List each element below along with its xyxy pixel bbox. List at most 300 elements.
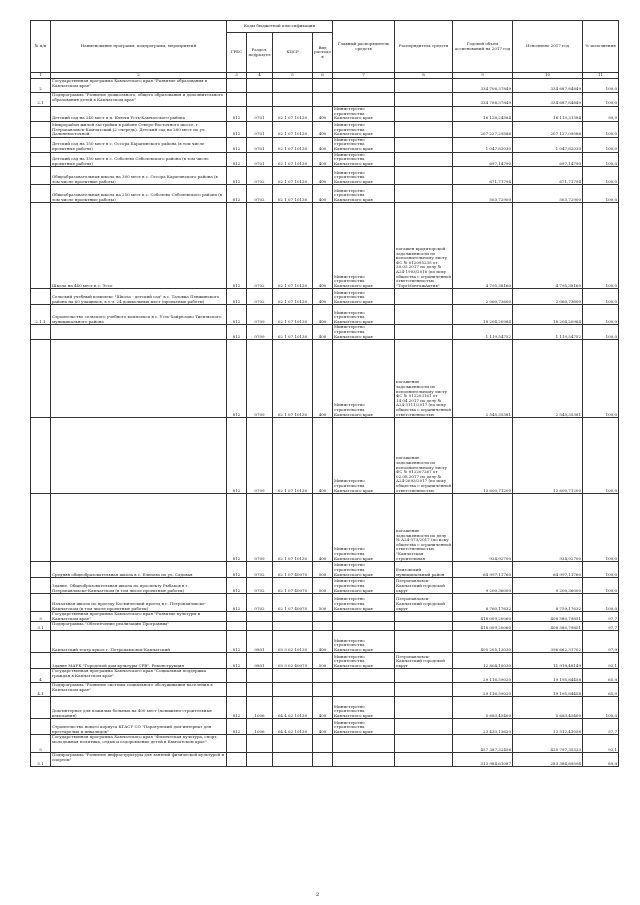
cell-no: 4.1 bbox=[31, 683, 51, 697]
cell-grbs: 812 bbox=[227, 697, 247, 719]
cell-grbs bbox=[227, 93, 247, 107]
cell-no bbox=[31, 697, 51, 719]
cell-main: Министерство строительства Камчатского края bbox=[333, 107, 395, 122]
cell-pct: 100,0 bbox=[583, 305, 619, 325]
cell-vr: 400 bbox=[313, 325, 333, 340]
cell-no bbox=[31, 494, 51, 562]
cell-rz bbox=[247, 753, 273, 767]
cell-rec bbox=[395, 719, 453, 735]
cell-main: Министерство строительства Камчатского края bbox=[333, 562, 395, 578]
cell-rec: погашение задолженности по делу № А24-573/2017 (по иску общества с ограниченной ответственностью "Камчатская строительная bbox=[395, 494, 453, 562]
cell-pct: 100,0 bbox=[583, 79, 619, 93]
cell-pct: 100,0 bbox=[583, 325, 619, 340]
cell-grbs: 812 bbox=[227, 152, 247, 167]
cell-fact: 396 662,31702 bbox=[513, 631, 583, 653]
cell-pct: 100,0 bbox=[583, 121, 619, 137]
cell-rz: 0701 bbox=[247, 121, 273, 137]
col-recipient-header: Распорядитель средств bbox=[395, 21, 453, 73]
table-row bbox=[31, 289, 619, 305]
table-row bbox=[31, 185, 619, 203]
table-row bbox=[31, 622, 619, 631]
cell-name: Начальная школа по проезду Космический проезд в г. Петропавловске-Камчатском (в том числе проектные работы) bbox=[51, 594, 227, 612]
cell-pct: 99,9 bbox=[583, 107, 619, 122]
cell-grbs bbox=[227, 622, 247, 631]
cell-ksr: 02 1 07 10130 bbox=[273, 340, 313, 418]
cell-no bbox=[31, 653, 51, 669]
cell-grbs: 812 bbox=[227, 305, 247, 325]
cell-vr bbox=[313, 753, 333, 767]
cell-main bbox=[333, 622, 395, 631]
cell-plan: 2 060,73600 bbox=[453, 289, 513, 305]
cell-name: Школа на 440 мест в с. Эссо bbox=[51, 203, 227, 289]
cell-pct: 97,7 bbox=[583, 622, 619, 631]
cell-main: Министерство строительства Камчатского края bbox=[333, 494, 395, 562]
cell-rec bbox=[395, 167, 453, 185]
colnum: 7 bbox=[333, 73, 395, 79]
colnum: 8 bbox=[395, 73, 453, 79]
cell-grbs: 812 bbox=[227, 631, 247, 653]
cell-name bbox=[51, 340, 227, 418]
cell-vr: 500 bbox=[313, 594, 333, 612]
cell-pct: 100,0 bbox=[583, 494, 619, 562]
cell-fact: 934,92700 bbox=[513, 494, 583, 562]
cell-plan: 334 706,37849 bbox=[453, 93, 513, 107]
cell-fact: 8 759,17632 bbox=[513, 594, 583, 612]
cell-plan: 1 119,54752 bbox=[453, 325, 513, 340]
cell-main: Министерство строительства Камчатского края bbox=[333, 325, 395, 340]
cell-vr: 400 bbox=[313, 167, 333, 185]
cell-fact: 697,14790 bbox=[513, 152, 583, 167]
cell-no bbox=[31, 594, 51, 612]
cell-rz bbox=[247, 79, 273, 93]
cell-pct: 100,0 bbox=[583, 697, 619, 719]
table-row bbox=[31, 137, 619, 152]
cell-rec bbox=[395, 631, 453, 653]
cell-rz bbox=[247, 669, 273, 683]
table-body bbox=[31, 79, 619, 767]
table-row bbox=[31, 340, 619, 418]
colnum: 6 bbox=[313, 73, 333, 79]
cell-pct: 65,9 bbox=[583, 669, 619, 683]
cell-name: Камчатский театр кукол г. Петропавловск-Камчатский bbox=[51, 631, 227, 653]
col-vr-header: Вид расходов bbox=[313, 33, 333, 73]
cell-rz: 0709 bbox=[247, 494, 273, 562]
cell-plan: 207 227,29586 bbox=[453, 121, 513, 137]
cell-name: Государственная программа Камчатского края "Развитие культуры в Камчатском крае" bbox=[51, 612, 227, 622]
col-razdel-header: Раздел, подраздел bbox=[247, 33, 273, 73]
cell-rz bbox=[247, 622, 273, 631]
cell-no: 2 bbox=[31, 79, 51, 93]
cell-ksr bbox=[273, 683, 313, 697]
cell-grbs: 812 bbox=[227, 719, 247, 735]
cell-grbs bbox=[227, 612, 247, 622]
cell-no bbox=[31, 719, 51, 735]
cell-rz: 0701 bbox=[247, 152, 273, 167]
cell-pct: 100,0 bbox=[583, 594, 619, 612]
cell-name: Общеобразовательная школа на 300 мест в с. Оссора Карагинского района (в том числе проектные работы) bbox=[51, 167, 227, 185]
cell-ksr bbox=[273, 735, 313, 753]
col-no-header: № п/п bbox=[31, 21, 51, 73]
cell-vr: 400 bbox=[313, 137, 333, 152]
cell-no: 3.1 bbox=[31, 622, 51, 631]
cell-main bbox=[333, 93, 395, 107]
cell-vr: 400 bbox=[313, 121, 333, 137]
cell-pct: 97,9 bbox=[583, 631, 619, 653]
cell-no bbox=[31, 578, 51, 594]
cell-pct: 100,0 bbox=[583, 418, 619, 494]
cell-plan: 18 204,20984 bbox=[453, 305, 513, 325]
cell-plan: 4 795,38160 bbox=[453, 203, 513, 289]
cell-rec: погашение задолженности по исполнительному листу ФС № 012207267 от 02.08.2017 по делу № А24-2693/2017 (по иску общества с ограниченной ответственностью bbox=[395, 418, 453, 494]
cell-no bbox=[31, 289, 51, 305]
cell-main: Министерство строительства Камчатского края bbox=[333, 719, 395, 735]
table-row bbox=[31, 612, 619, 622]
cell-rec bbox=[395, 697, 453, 719]
table-row bbox=[31, 683, 619, 697]
cell-main: Министерство строительства Камчатского края bbox=[333, 418, 395, 494]
cell-pct: 97,7 bbox=[583, 612, 619, 622]
cell-plan: 671,71794 bbox=[453, 167, 513, 185]
cell-plan: 23 433,13620 bbox=[453, 719, 513, 735]
cell-grbs bbox=[227, 669, 247, 683]
table-row bbox=[31, 719, 619, 735]
cell-ksr: 04 4 02 10130 bbox=[273, 697, 313, 719]
cell-vr: 500 bbox=[313, 653, 333, 669]
cell-grbs bbox=[227, 79, 247, 93]
cell-no bbox=[31, 562, 51, 578]
cell-rec bbox=[395, 669, 453, 683]
cell-plan: 503,72900 bbox=[453, 185, 513, 203]
cell-rz bbox=[247, 612, 273, 622]
table-row bbox=[31, 594, 619, 612]
cell-main: Министерство строительства Камчатского края bbox=[333, 697, 395, 719]
cell-main: Министерство строительства Камчатского края bbox=[333, 340, 395, 418]
cell-rz bbox=[247, 93, 273, 107]
cell-vr bbox=[313, 93, 333, 107]
cell-no bbox=[31, 631, 51, 653]
cell-rz: 0702 bbox=[247, 167, 273, 185]
cell-rec bbox=[395, 622, 453, 631]
cell-plan: 457 387,32456 bbox=[453, 735, 513, 753]
cell-fact: 1 119,54752 bbox=[513, 325, 583, 340]
cell-vr bbox=[313, 669, 333, 683]
cell-plan: 12 804,10030 bbox=[453, 653, 513, 669]
table-row bbox=[31, 735, 619, 753]
colnum: 5 bbox=[273, 73, 313, 79]
cell-name bbox=[51, 494, 227, 562]
cell-ksr: 02 1 07 10130 bbox=[273, 289, 313, 305]
cell-ksr: 05 3 02 10130 bbox=[273, 631, 313, 653]
col-exec-header: Исполнено 2017 год bbox=[513, 21, 583, 73]
cell-ksr: 02 1 07 40070 bbox=[273, 562, 313, 578]
table-row bbox=[31, 79, 619, 93]
cell-pct: 100,0 bbox=[583, 185, 619, 203]
cell-fact: 13 600,71200 bbox=[513, 418, 583, 494]
cell-main bbox=[333, 79, 395, 93]
cell-name: Строительство нового корпуса КГАСУ СО "Паратунский дом-интернат для престарелых и инвалидов" bbox=[51, 719, 227, 735]
cell-name bbox=[51, 325, 227, 340]
cell-name: Подпрограмма "Развитие дошкольного, общего образования и дополнительного образования детей в Камчатском крае" bbox=[51, 93, 227, 107]
cell-vr: 400 bbox=[313, 107, 333, 122]
table-row bbox=[31, 203, 619, 289]
cell-rz: 1006 bbox=[247, 697, 273, 719]
cell-vr: 500 bbox=[313, 562, 333, 578]
cell-name: Государственная программа Камчатского края "Развитие образования в Камчатском крае" bbox=[51, 79, 227, 93]
cell-main: Министерство строительства Камчатского края bbox=[333, 152, 395, 167]
cell-rz: 0702 bbox=[247, 289, 273, 305]
cell-no bbox=[31, 107, 51, 122]
page-number: 2 bbox=[316, 892, 320, 898]
cell-main bbox=[333, 735, 395, 753]
cell-rec: погашен кредиторской задолженности по исполнительному листу ФС № 012095235 от 30.05.2017 по делу № А24-1903/2016 (по иску общества с ограниченной ответственностью "ТоргМонтажАктив" bbox=[395, 203, 453, 289]
cell-vr: 400 bbox=[313, 185, 333, 203]
cell-fact: 19 195,84458 bbox=[513, 669, 583, 683]
cell-rz bbox=[247, 683, 273, 697]
cell-no: 3 bbox=[31, 612, 51, 622]
cell-grbs: 812 bbox=[227, 494, 247, 562]
cell-rec: погашение задолженности по исполнительному листу ФС № 012203161 от 14.04.2017 по делу № А24-3111/2017 (по иску общества с ограниченной ответственностью bbox=[395, 340, 453, 418]
cell-fact: 503,72900 bbox=[513, 185, 583, 203]
cell-main: Министерство строительства Камчатского края bbox=[333, 305, 395, 325]
colnum: 2 bbox=[51, 73, 227, 79]
cell-rec: Петропавловск-Камчатский городской округ bbox=[395, 578, 453, 594]
cell-rz: 0709 bbox=[247, 325, 273, 340]
cell-name: Строительство сельского учебного комплекса в с. Усть-Хайрюзово Тигильского муниципального района bbox=[51, 305, 227, 325]
cell-vr: 400 bbox=[313, 697, 333, 719]
cell-main: Министерство строительства Камчатского края bbox=[333, 653, 395, 669]
cell-fact: 2 060,73600 bbox=[513, 289, 583, 305]
cell-name: Средняя общеобразовательная школа в с. Елизово по ул. Садовая bbox=[51, 562, 227, 578]
cell-rec bbox=[395, 753, 453, 767]
cell-rec bbox=[395, 185, 453, 203]
cell-pct: 100,0 bbox=[583, 289, 619, 305]
cell-grbs: 812 bbox=[227, 418, 247, 494]
cell-fact: 283 384,89594 bbox=[513, 753, 583, 767]
cell-plan: 29 116,59020 bbox=[453, 683, 513, 697]
cell-no bbox=[31, 121, 51, 137]
cell-grbs: 812 bbox=[227, 340, 247, 418]
table-row bbox=[31, 494, 619, 562]
cell-rz: 0709 bbox=[247, 305, 273, 325]
table-row bbox=[31, 753, 619, 767]
cell-plan: 313 984,61087 bbox=[453, 753, 513, 767]
cell-rec bbox=[395, 79, 453, 93]
cell-ksr: 02 1 07 40070 bbox=[273, 594, 313, 612]
cell-fact: 16 119,31584 bbox=[513, 107, 583, 122]
cell-grbs bbox=[227, 683, 247, 697]
cell-ksr bbox=[273, 612, 313, 622]
cell-plan: 405 205,13030 bbox=[453, 631, 513, 653]
cell-grbs bbox=[227, 753, 247, 767]
cell-ksr: 02 1 07 10130 bbox=[273, 107, 313, 122]
cell-name bbox=[51, 418, 227, 494]
cell-fact: 425 797,35533 bbox=[513, 735, 583, 753]
cell-grbs: 812 bbox=[227, 594, 247, 612]
cell-rz: 0709 bbox=[247, 418, 273, 494]
cell-ksr bbox=[273, 79, 313, 93]
cell-rz: 0701 bbox=[247, 107, 273, 122]
cell-rz: 0702 bbox=[247, 185, 273, 203]
cell-fact: 1 047,82030 bbox=[513, 137, 583, 152]
cell-main bbox=[333, 669, 395, 683]
cell-main: Министерство строительства Камчатского края bbox=[333, 594, 395, 612]
cell-name: Дом-интернат для пожилых больных на 400 мест (понижено-строительные изыскания) bbox=[51, 697, 227, 719]
cell-no: 5.1 bbox=[31, 753, 51, 767]
cell-fact: 64 997,11760 bbox=[513, 562, 583, 578]
cell-ksr bbox=[273, 93, 313, 107]
cell-fact: 13 512,41058 bbox=[513, 719, 583, 735]
cell-main: Министерство строительства Камчатского края bbox=[333, 167, 395, 185]
cell-rz: 0702 bbox=[247, 594, 273, 612]
cell-no bbox=[31, 137, 51, 152]
cell-pct: 100,0 bbox=[583, 578, 619, 594]
cell-grbs: 812 bbox=[227, 562, 247, 578]
cell-rec bbox=[395, 137, 453, 152]
cell-pct: 100,0 bbox=[583, 562, 619, 578]
cell-grbs: 812 bbox=[227, 578, 247, 594]
cell-name: Здание МАУК "Городской дом культуры СРВ". Реконструкция bbox=[51, 653, 227, 669]
cell-rec bbox=[395, 683, 453, 697]
cell-ksr: 05 3 02 40070 bbox=[273, 653, 313, 669]
col-annual-header: Годовой объем ассигнований на 2017 год bbox=[453, 21, 513, 73]
cell-plan: 16 128,24584 bbox=[453, 107, 513, 122]
col-main-header: Главный распорядитель средств bbox=[333, 21, 395, 73]
cell-vr bbox=[313, 622, 333, 631]
cell-pct: 57,7 bbox=[583, 719, 619, 735]
table-row bbox=[31, 325, 619, 340]
cell-grbs: 812 bbox=[227, 185, 247, 203]
cell-ksr: 02 1 07 10130 bbox=[273, 167, 313, 185]
cell-fact: 11 918,48149 bbox=[513, 653, 583, 669]
cell-rz: 1006 bbox=[247, 719, 273, 735]
cell-vr: 400 bbox=[313, 289, 333, 305]
cell-ksr bbox=[273, 622, 313, 631]
cell-fact: 19 195,84458 bbox=[513, 683, 583, 697]
cell-vr bbox=[313, 735, 333, 753]
cell-main: Министерство строительства Камчатского края bbox=[333, 185, 395, 203]
cell-fact: 207 127,09586 bbox=[513, 121, 583, 137]
cell-vr: 400 bbox=[313, 340, 333, 418]
cell-ksr bbox=[273, 753, 313, 767]
cell-fact: 18 204,20984 bbox=[513, 305, 583, 325]
cell-ksr: 02 1 07 10130 bbox=[273, 494, 313, 562]
cell-plan: 334 706,37849 bbox=[453, 79, 513, 93]
cell-rec bbox=[395, 612, 453, 622]
cell-no bbox=[31, 167, 51, 185]
cell-grbs: 812 bbox=[227, 137, 247, 152]
cell-main: Министерство строительства Камчатского края bbox=[333, 578, 395, 594]
table-row bbox=[31, 697, 619, 719]
cell-name: Подпрограмма "Развитие системы социального обслуживания населения в Камчатском крае" bbox=[51, 683, 227, 697]
cell-rec bbox=[395, 107, 453, 122]
cell-main: Министерство строительства Камчатского края bbox=[333, 631, 395, 653]
table-row bbox=[31, 93, 619, 107]
cell-grbs: 812 bbox=[227, 107, 247, 122]
cell-rec: Петропавловск-Камчатский городской округ bbox=[395, 594, 453, 612]
cell-name: Государственная программа Камчатского края "Социальная поддержка граждан в Камчатском крае" bbox=[51, 669, 227, 683]
cell-no bbox=[31, 185, 51, 203]
cell-no bbox=[31, 152, 51, 167]
cell-ksr: 04 4 02 10130 bbox=[273, 719, 313, 735]
cell-plan: 29 116,59020 bbox=[453, 669, 513, 683]
cell-pct: 100,0 bbox=[583, 137, 619, 152]
cell-ksr: 02 1 07 10130 bbox=[273, 152, 313, 167]
colnum: 9 bbox=[453, 73, 513, 79]
cell-pct: 65,9 bbox=[583, 683, 619, 697]
cell-rec bbox=[395, 305, 453, 325]
table-row bbox=[31, 418, 619, 494]
cell-plan: 418 009,20060 bbox=[453, 612, 513, 622]
cell-fact: 408 580,79851 bbox=[513, 622, 583, 631]
table-row bbox=[31, 152, 619, 167]
cell-name: Детский сад на 150 мест в с. Оссора Карагинского района (в том числе проектные работы) bbox=[51, 137, 227, 152]
cell-rz: 0702 bbox=[247, 203, 273, 289]
cell-name: Микрорайон жилой застройки в районе Северо-Восточного шоссе, г. Петропавловск-Камчатский (2 очередь). Детский сад на 260 мест по ул. Дальневосточной bbox=[51, 121, 227, 137]
cell-pct: 93,1 bbox=[583, 735, 619, 753]
cell-ksr: 02 1 07 10130 bbox=[273, 185, 313, 203]
budget-table bbox=[30, 20, 619, 767]
cell-name: Подпрограмма "Обеспечение реализации Программы" bbox=[51, 622, 227, 631]
cell-name: Детский сад на 240 мест в п. Ключи Усть-Камчатского района bbox=[51, 107, 227, 122]
cell-pct: 100,0 bbox=[583, 167, 619, 185]
cell-no: 4 bbox=[31, 669, 51, 683]
cell-rz bbox=[247, 735, 273, 753]
col-ksr-header: КЦСР bbox=[273, 33, 313, 73]
cell-vr bbox=[313, 79, 333, 93]
cell-vr: 400 bbox=[313, 203, 333, 289]
cell-no: 2.1 bbox=[31, 93, 51, 107]
cell-grbs: 812 bbox=[227, 653, 247, 669]
col-grbs-header: ГРБС bbox=[227, 33, 247, 73]
cell-vr: 400 bbox=[313, 305, 333, 325]
cell-main bbox=[333, 612, 395, 622]
cell-grbs bbox=[227, 735, 247, 753]
cell-ksr bbox=[273, 669, 313, 683]
cell-rz: 0702 bbox=[247, 562, 273, 578]
cell-vr: 400 bbox=[313, 418, 333, 494]
cell-vr: 400 bbox=[313, 719, 333, 735]
cell-plan: 8 760,17632 bbox=[453, 594, 513, 612]
table-row bbox=[31, 653, 619, 669]
cell-fact: 408 580,79851 bbox=[513, 612, 583, 622]
cell-name: Подпрограмма "Развитие инфраструктуры для занятий физической культурой и спортом" bbox=[51, 753, 227, 767]
colnum: 4 bbox=[247, 73, 273, 79]
cell-rec bbox=[395, 93, 453, 107]
cell-fact: 334 687,84849 bbox=[513, 79, 583, 93]
cell-rec: Елизовский муниципальный район bbox=[395, 562, 453, 578]
cell-plan: 418 009,20060 bbox=[453, 622, 513, 631]
cell-rec: Петропавловск-Камчатский городской округ bbox=[395, 653, 453, 669]
table-row bbox=[31, 107, 619, 122]
cell-pct: 100,0 bbox=[583, 93, 619, 107]
cell-no: 2.1.1 bbox=[31, 305, 51, 325]
table-row bbox=[31, 562, 619, 578]
cell-rz: 0702 bbox=[247, 578, 273, 594]
cell-ksr: 02 1 07 10130 bbox=[273, 305, 313, 325]
cell-no bbox=[31, 340, 51, 418]
colnum: 1 bbox=[31, 73, 51, 79]
cell-rec bbox=[395, 152, 453, 167]
cell-ksr: 02 1 07 40070 bbox=[273, 578, 313, 594]
cell-name: Сельский учебный комплекс "Школа - детский сад" в с. Таловка Пенжинского района на 60 учащихся, в т.ч. 24 дошкольных мест (проектные работы) bbox=[51, 289, 227, 305]
cell-fact: 4 795,38160 bbox=[513, 203, 583, 289]
col-pct-header: % исполнения bbox=[583, 21, 619, 73]
cell-ksr: 02 1 07 10130 bbox=[273, 325, 313, 340]
cell-plan: 64 997,11760 bbox=[453, 562, 513, 578]
cell-fact: 334 687,84849 bbox=[513, 93, 583, 107]
cell-vr: 400 bbox=[313, 494, 333, 562]
cell-no: 5 bbox=[31, 735, 51, 753]
